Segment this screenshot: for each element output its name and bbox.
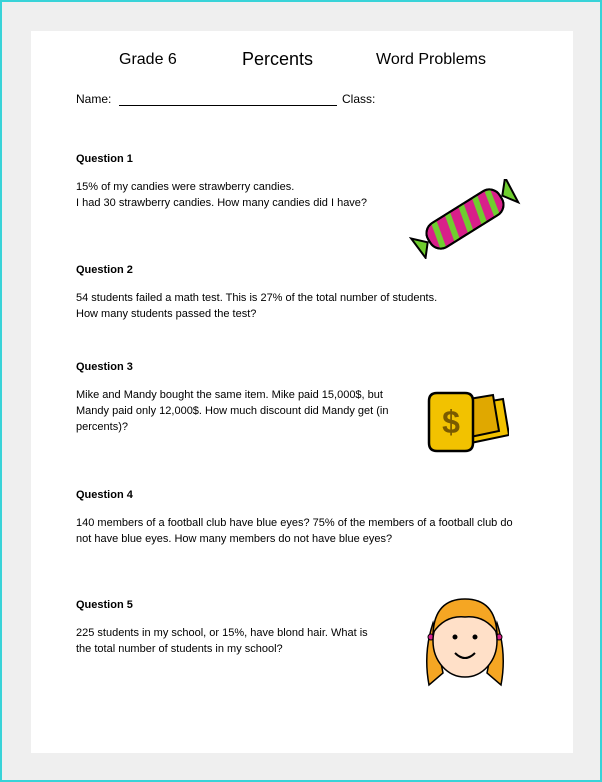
question-text: 225 students in my school, or 15%, have blond hair. What is the total number of students in my school?	[76, 627, 368, 655]
page-title: Percents	[242, 49, 314, 69]
question-heading: Question 4	[76, 489, 133, 501]
name-blank-line[interactable]	[119, 94, 337, 106]
question-text: Mike and Mandy bought the same item. Mike paid 15,000$, but Mandy paid only 12,000$. How much discount did Mandy get (in percents)?	[76, 389, 389, 433]
page-subtitle: Word Problems	[376, 51, 486, 68]
worksheet-page	[31, 31, 573, 753]
question-heading: Question 3	[76, 361, 133, 373]
question-text: 15% of my candies were strawberry candies. I had 30 strawberry candies. How many candies did I have?	[76, 181, 368, 209]
grade-label: Grade 6	[119, 51, 177, 68]
girl-face-icon	[415, 593, 515, 691]
dollar-bills-icon	[425, 389, 509, 455]
question-heading: Question 1	[76, 153, 133, 165]
question-5	[76, 597, 368, 657]
question-3	[76, 359, 388, 435]
question-text: 140 members of a football club have blue eyes? 75% of the members of a football club do not have blue eyes. How many members do not have blue eyes?	[76, 517, 513, 545]
class-label: Class:	[342, 92, 376, 106]
name-label: Name:	[76, 92, 112, 106]
class-field[interactable]	[342, 92, 379, 106]
question-text: 54 students failed a math test. This is 27% of the total number of students. How many students passed the test?	[76, 292, 438, 320]
question-2	[76, 262, 437, 322]
question-heading: Question 2	[76, 264, 133, 276]
name-field[interactable]	[76, 92, 337, 106]
question-1	[76, 151, 367, 211]
candy-icon	[409, 179, 521, 259]
svg-text:$: $	[442, 404, 460, 440]
question-4	[76, 487, 513, 547]
question-heading: Question 5	[76, 599, 133, 611]
